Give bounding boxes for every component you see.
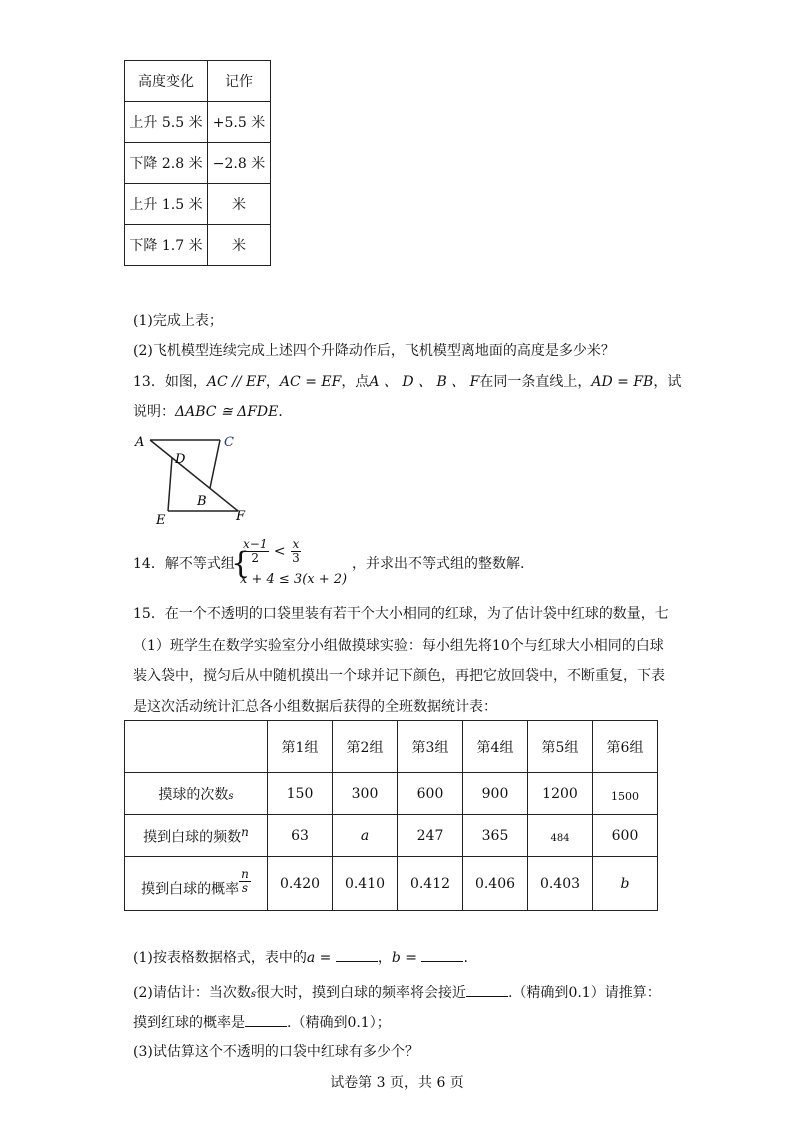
table-row — [125, 225, 271, 266]
q15-p1-text: (1)按表格数据格式，表中的 — [133, 950, 307, 966]
group-number: 2 — [360, 739, 370, 756]
table-row — [125, 815, 658, 857]
table-cell: 0.420 — [268, 857, 333, 911]
frac-den: 3 — [292, 551, 300, 565]
group-suffix: 组 — [304, 739, 319, 756]
group-number: 5 — [555, 739, 565, 756]
group-header-cell — [593, 721, 658, 773]
table-cell: 900 — [463, 773, 528, 815]
q14-tail: ，并求出不等式组的整数解. — [352, 556, 525, 572]
frac-n-over-s — [239, 868, 251, 895]
q12-part1: (1)完成上表； — [133, 313, 223, 329]
group-header-cell — [528, 721, 593, 773]
period: . — [463, 950, 468, 966]
q15-line3: 装入袋中，搅匀后从中随机摸出一个球并记下颜色，再把它放回袋中，不断重复，下表 — [133, 668, 665, 684]
q13-cond1: AC // EF — [206, 374, 266, 390]
table-cell: 上升 1.5 米 — [125, 184, 208, 225]
answer-blank[interactable] — [421, 947, 463, 962]
group-suffix: 组 — [629, 739, 644, 756]
table-cell: 300 — [333, 773, 398, 815]
label-C: C — [224, 435, 234, 450]
table-cell: 600 — [593, 815, 658, 857]
frac-num: x — [292, 537, 300, 551]
table-cell: 米 — [208, 225, 271, 266]
table-cell: 下降 2.8 米 — [125, 143, 208, 184]
label-F: F — [236, 509, 246, 524]
label-A: A — [135, 435, 145, 450]
table-cell: 63 — [268, 815, 333, 857]
q15-part1 — [133, 947, 468, 968]
table-cell: 上升 5.5 米 — [125, 102, 208, 143]
frac-num: x−1 — [243, 537, 268, 551]
group-prefix: 第 — [346, 739, 361, 756]
q13-goal: ΔABC ≅ ΔFDE — [175, 404, 279, 420]
row-label-cell — [125, 857, 268, 911]
group-suffix: 组 — [564, 739, 579, 756]
q15-p2-text: .（精确到 — [507, 985, 569, 1001]
answer-blank[interactable] — [336, 947, 378, 962]
line-AF — [150, 440, 238, 511]
table-cell: 0.410 — [333, 857, 398, 911]
q15-p2-text: (2)请估计：当次数 — [133, 985, 251, 1001]
page-footer: 试卷第 3 页，共 6 页 — [330, 1075, 464, 1091]
label-B: B — [197, 494, 207, 509]
row-label-cell — [125, 815, 268, 857]
table-cell: 600 — [398, 773, 463, 815]
table-row — [125, 143, 271, 184]
q13-line2a: 说明： — [133, 404, 175, 420]
row-label: 摸到白球的概率 — [141, 881, 240, 898]
frac-right — [290, 538, 302, 565]
inequality-1 — [241, 537, 302, 565]
table-row — [125, 857, 658, 911]
q13-sep1: ， — [265, 374, 280, 390]
table-cell: 484 — [528, 815, 593, 857]
table-cell: 365 — [463, 815, 528, 857]
group-prefix: 第 — [411, 739, 426, 756]
group-suffix: 组 — [499, 739, 514, 756]
group-number: 1 — [295, 739, 305, 756]
line-DE — [168, 458, 172, 511]
frac-den: s — [241, 881, 249, 896]
table-cell: 247 — [398, 815, 463, 857]
table-cell: +5.5 米 — [208, 102, 271, 143]
line-CB — [210, 440, 220, 488]
table-cell: b — [593, 857, 658, 911]
table-row — [125, 721, 658, 773]
group-prefix: 第 — [606, 739, 621, 756]
q13-mid: 在同一条直线上， — [479, 374, 592, 390]
group-prefix: 第 — [476, 739, 491, 756]
q15-line1: 15．在一个不透明的口袋里装有若干个大小相同的红球，为了估计袋中红球的数量，七 — [133, 606, 669, 622]
table-row — [125, 61, 271, 102]
table-row — [125, 184, 271, 225]
q15-part2-line1 — [133, 982, 661, 1005]
eq-sign: = — [400, 950, 422, 966]
group-number: 4 — [490, 739, 500, 756]
row-label-cell — [125, 773, 268, 815]
q13-line1 — [133, 372, 681, 392]
inequality-2: x + 4 ≤ 3(x + 2) — [240, 572, 348, 587]
group-header-cell — [333, 721, 398, 773]
height-change-table — [124, 60, 271, 266]
table-corner-cell — [125, 721, 268, 773]
table-cell: 1200 — [528, 773, 593, 815]
var-a: a — [306, 950, 316, 966]
table-cell: 米 — [208, 184, 271, 225]
precision: 0.1 — [347, 1015, 370, 1031]
q13-line2 — [133, 402, 292, 422]
var-b: b — [391, 950, 401, 966]
q12-part2: (2)飞机模型连续完成上述四个升降动作后，飞机模型离地面的高度是多少米？ — [133, 343, 615, 359]
answer-blank[interactable] — [245, 1012, 287, 1027]
q15-part2-line2 — [133, 1012, 391, 1033]
table-cell: 0.406 — [463, 857, 528, 911]
q15-p2-text: ）请推算： — [590, 985, 661, 1001]
ineq-op: < — [273, 543, 286, 560]
q13-cond2: AC = EF — [279, 374, 342, 390]
q13-intro: 13．如图， — [133, 374, 207, 390]
q15-line4: 是这次活动统计汇总各小组数据后获得的全班数据统计表： — [133, 699, 497, 715]
q13-end: ． — [278, 404, 293, 420]
q15-line2num: 10 — [491, 638, 510, 654]
q15-line2 — [133, 636, 664, 656]
table-cell: 下降 1.7 米 — [125, 225, 208, 266]
table-cell: 0.403 — [528, 857, 593, 911]
table-row — [125, 773, 658, 815]
triangle-figure — [130, 432, 250, 528]
table-row — [125, 102, 271, 143]
group-header-cell — [463, 721, 528, 773]
table-cell: −2.8 米 — [208, 143, 271, 184]
q15-p2-text: ）； — [369, 1015, 391, 1031]
brace-icon: { — [231, 546, 251, 581]
q15-line2b: 个与红球大小相同的白球 — [509, 638, 664, 654]
group-suffix: 组 — [369, 739, 384, 756]
group-prefix: 第 — [281, 739, 296, 756]
q13-cond3: AD = FB — [591, 374, 654, 390]
q13-points: A 、 D 、 B 、 F — [369, 374, 480, 390]
table-cell: a — [333, 815, 398, 857]
group-number: 3 — [425, 739, 435, 756]
table-cell: 0.412 — [398, 857, 463, 911]
q13-tail: ，试 — [653, 374, 682, 390]
q15-p2-text: 摸到红球的概率是 — [133, 1015, 245, 1031]
eq-sign: = — [315, 950, 336, 966]
answer-blank[interactable] — [466, 982, 508, 997]
frac-left — [241, 538, 269, 565]
precision: 0.1 — [568, 985, 591, 1001]
q15-part3: (3)试估算这个不透明的口袋中红球有多少个？ — [133, 1044, 419, 1060]
separator: ， — [377, 950, 392, 966]
group-prefix: 第 — [541, 739, 556, 756]
q15-line2a: （1）班学生在数学实验室分小组做摸球实验：每小组先将 — [133, 638, 492, 654]
q15-p2-text: .（精确到 — [287, 1015, 348, 1031]
table-cell: 1500 — [593, 773, 658, 815]
row-var: n — [241, 824, 249, 839]
group-header-cell — [398, 721, 463, 773]
label-E: E — [156, 513, 166, 528]
row-label: 摸到白球的频数 — [143, 829, 242, 846]
row-var: s — [228, 790, 234, 802]
q14-intro: 14．解不等式组 — [133, 556, 235, 572]
table-header-cell: 高度变化 — [125, 61, 208, 102]
frac-den: 2 — [251, 551, 260, 565]
group-suffix: 组 — [434, 739, 449, 756]
frac-num: n — [241, 867, 249, 882]
ball-experiment-table — [124, 720, 658, 911]
group-header-cell — [268, 721, 333, 773]
q15-p2-text: 很大时，摸到白球的频率将会接近 — [255, 985, 466, 1001]
row-label: 摸球的次数 — [158, 786, 229, 803]
group-number: 6 — [620, 739, 630, 756]
q13-sep2: ，点 — [341, 374, 370, 390]
table-header-cell: 记作 — [208, 61, 271, 102]
var-s: s — [250, 989, 256, 1000]
label-D: D — [175, 452, 186, 467]
table-cell: 150 — [268, 773, 333, 815]
